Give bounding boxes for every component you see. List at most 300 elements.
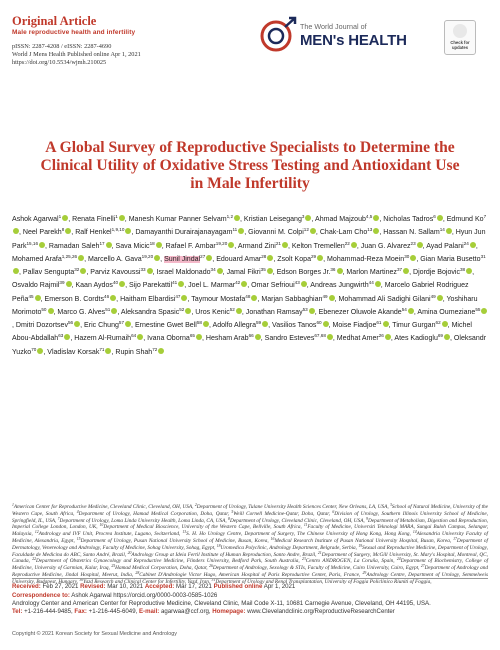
fax-label: Fax:	[74, 608, 87, 615]
orcid-icon[interactable]	[125, 228, 131, 234]
affiliation-item	[228, 518, 365, 524]
author-affiliation-number: 8	[61, 227, 65, 233]
author-name[interactable]: Manesh Kumar Panner Selvam	[128, 216, 227, 223]
author-name[interactable]: Vasilios Tanos	[272, 322, 317, 329]
author-affiliation-number: 12	[303, 227, 309, 233]
author-item	[244, 216, 312, 223]
author-name[interactable]: Kaan Aydos	[75, 282, 113, 290]
affiliation-number: 8	[228, 516, 230, 521]
author-name[interactable]: Hassan N. Sallam	[383, 229, 440, 237]
orcid-icon[interactable]	[255, 334, 261, 340]
affiliation-text: Department of Biochemistry, College of Medicine, University of Garmian, Kalar, Iraq,	[12, 558, 489, 572]
author-name[interactable]: Ralf Henkel	[75, 229, 112, 237]
orcid-icon[interactable]	[437, 295, 443, 301]
affiliation-text: Andrology and IVF Unit, Procrea Institute, Lugano, Switzerland,	[38, 531, 181, 538]
orcid-icon[interactable]	[337, 268, 343, 274]
author-name[interactable]: Kristian Leisegang	[243, 216, 302, 223]
affiliation-number: 9	[366, 516, 369, 521]
author-name[interactable]: Marjan Sabbaghian	[261, 295, 323, 303]
orcid-icon[interactable]	[66, 281, 72, 287]
correspondence-orcid-link[interactable]: https://orcid.org/0000-0003-0585-1026	[113, 592, 218, 599]
author-item	[360, 240, 423, 250]
affiliation-text: Department of Dermatology, Venereology and Andrology, Faculty of Medicine, Sohag University, Sohag, Egypt,	[12, 537, 488, 551]
orcid-icon[interactable]	[147, 268, 153, 274]
author-name[interactable]: Timur Gurgan	[392, 322, 436, 329]
affiliation-item	[12, 504, 193, 510]
orcid-icon[interactable]	[39, 242, 45, 248]
author-item	[88, 253, 160, 263]
author-affiliation-number: 51	[105, 306, 111, 312]
accepted-label: Accepted:	[144, 583, 175, 590]
affiliation-number: 11	[303, 523, 308, 528]
orcid-icon[interactable]	[178, 281, 184, 287]
author-affiliation-number: 19,20	[141, 253, 154, 259]
article-type: Original Article	[12, 14, 97, 28]
author-name[interactable]: Nicholas Tadros	[383, 216, 434, 223]
author-item	[392, 322, 447, 329]
revised-label: Revised:	[80, 583, 106, 590]
author-affiliation-number: 22	[344, 240, 350, 246]
homepage-link[interactable]: www.Clevelandclinic.org/ReproductiveResearchCenter	[247, 608, 395, 615]
author-item	[277, 269, 343, 276]
author-affiliation-number: 70	[31, 346, 37, 352]
author-item	[315, 216, 379, 223]
author-name[interactable]: Edson Borges Jr.	[276, 269, 331, 276]
author-name[interactable]: Jonathan Ramsay	[245, 308, 303, 316]
author-affiliation-number: 57	[118, 320, 125, 325]
author-name[interactable]: Taymour Mostafa	[191, 295, 246, 303]
orcid-icon[interactable]	[446, 228, 452, 234]
affiliation-text: Department of Urology, Tulane University Health Sciences Center, New Orleans, LA, USA,	[196, 504, 389, 510]
orcid-icon[interactable]	[309, 308, 315, 314]
orcid-icon[interactable]	[228, 242, 234, 248]
author-name[interactable]: Amina Oumeziane	[417, 308, 476, 316]
affiliation-number: 18	[216, 543, 221, 548]
author-item	[320, 229, 380, 236]
orcid-icon[interactable]	[78, 255, 84, 261]
orcid-icon[interactable]	[375, 281, 381, 287]
author-name[interactable]: Ernestine Gwet Bell	[134, 322, 197, 329]
author-name[interactable]: Andreas Jungwirth	[310, 282, 369, 290]
author-item	[90, 269, 152, 276]
author-item	[12, 216, 68, 223]
affiliation-number: 22	[32, 557, 37, 562]
orcid-icon[interactable]	[234, 215, 240, 221]
affiliation-item	[302, 558, 395, 564]
author-name[interactable]: Eric Chung	[84, 322, 119, 329]
orcid-icon[interactable]	[13, 228, 19, 234]
author-name[interactable]: Adolfo Allegra	[212, 322, 256, 329]
article-section: Male reproductive health and infertility	[12, 29, 136, 36]
author-affiliation-number: 21	[275, 240, 281, 246]
orcid-icon[interactable]	[74, 321, 80, 327]
author-item	[333, 322, 389, 329]
author-item	[337, 335, 391, 342]
orcid-icon[interactable]	[217, 268, 223, 274]
author-item	[115, 346, 164, 356]
orcid-icon[interactable]	[373, 215, 379, 221]
author-name[interactable]: Ivana Oborna	[147, 335, 190, 343]
orcid-icon[interactable]	[37, 348, 43, 354]
tel-value: +1-216-444-9485,	[24, 608, 73, 615]
affiliation-number: 19	[358, 543, 363, 548]
affiliation-number: 30	[79, 577, 84, 582]
author-affiliation-number: 55	[475, 306, 481, 312]
author-name[interactable]: Medhat Amer	[336, 335, 379, 343]
correspondence-contacts	[12, 608, 488, 616]
author-item	[213, 322, 269, 329]
author-name[interactable]: Emerson B. Cordts	[44, 295, 105, 303]
author-affiliation-number: 28	[261, 253, 267, 259]
orcid-icon[interactable]	[62, 215, 68, 221]
author-name[interactable]: Pallav Sengupta	[22, 269, 75, 276]
author-name[interactable]: Sijo Parekattil	[128, 282, 173, 290]
author-affiliation-number: 52	[179, 306, 185, 312]
author-item	[426, 240, 476, 250]
divider	[12, 578, 488, 579]
author-affiliation-number: 72	[152, 346, 158, 352]
author-name[interactable]: Ashok Agarwal	[12, 216, 59, 223]
author-affiliation-number: 53	[302, 306, 308, 312]
orcid-icon[interactable]	[13, 268, 19, 274]
affiliation-item	[32, 558, 300, 564]
author-name[interactable]: Sandro Esteves	[264, 335, 315, 343]
author-name[interactable]: Kelton Tremellen	[291, 242, 345, 250]
author-name[interactable]: Osvaldo Rajmil	[12, 282, 60, 290]
orcid-icon[interactable]	[80, 268, 86, 274]
orcid-icon[interactable]	[119, 281, 125, 287]
author-name[interactable]: Chak-Lam Cho	[319, 229, 368, 237]
orcid-icon[interactable]	[203, 321, 209, 327]
orcid-icon[interactable]	[305, 215, 311, 221]
orcid-icon[interactable]	[65, 228, 71, 234]
affiliation-text: Department of Urology, Loma Linda University Health, Loma Linda, CA, USA,	[59, 517, 227, 524]
orcid-icon[interactable]	[466, 268, 472, 274]
orcid-icon[interactable]	[351, 242, 357, 248]
orcid-icon[interactable]	[236, 308, 242, 314]
author-name[interactable]: Neel Parekh	[22, 229, 62, 237]
affiliation-number: 12	[34, 530, 39, 535]
affiliation-item	[195, 504, 389, 510]
affiliation-number: 23	[302, 557, 306, 562]
author-item	[417, 306, 487, 316]
affiliation-number: 28	[135, 570, 140, 575]
author-affiliation-number: 18	[149, 240, 155, 246]
article-dates	[12, 583, 295, 590]
affiliation-item	[100, 524, 302, 530]
affiliation-text: Yazd Research and Clinical Center for Infertility, Yazd, Iran,	[83, 578, 211, 585]
author-name[interactable]: Rupin Shah	[115, 348, 153, 356]
email-label: E-mail:	[138, 608, 160, 615]
orcid-icon[interactable]	[262, 321, 268, 327]
issn-line: pISSN: 2287-4208 / eISSN: 2287-4690	[12, 43, 112, 50]
affiliation-item	[182, 531, 410, 537]
accepted-date: Mar 17, 2021	[176, 583, 212, 590]
orcid-icon[interactable]	[323, 321, 329, 327]
author-name[interactable]: Mohammad-Reza Moein	[327, 255, 405, 263]
author-item	[156, 269, 222, 276]
affiliation-number: 2	[194, 503, 197, 507]
author-affiliation-number: 43	[294, 280, 300, 286]
journal-name-line2: MEN's HEALTH	[300, 32, 407, 49]
author-item	[191, 293, 257, 303]
orcid-icon[interactable]	[282, 242, 288, 248]
author-name[interactable]: Michel Abou-Abdallah	[12, 322, 472, 343]
author-item	[261, 293, 334, 303]
orcid-icon[interactable]	[105, 348, 111, 354]
affiliations	[12, 503, 489, 585]
author-name[interactable]: Zsolt Kopa	[277, 255, 311, 263]
author-name[interactable]: Ayad Palani	[426, 242, 464, 250]
author-name[interactable]: Moise Fiadjoe	[332, 322, 377, 329]
affiliation-text: Department of Urology, Pusan National University School of Medicine, Busan, Korea,	[80, 537, 269, 544]
author-affiliation-number: 64	[131, 333, 137, 339]
author-name[interactable]: Marcello A. Gava	[88, 255, 142, 263]
author-affiliation-number: 34	[210, 267, 216, 272]
author-name[interactable]: Haitham Elbardisi	[120, 295, 176, 303]
author-item	[227, 269, 273, 276]
affiliation-text: Department of Obstetrics Gynaecology and Reproductive Medicine, Flinders University, Bedford Park, South Australia,	[36, 558, 300, 565]
orcid-icon[interactable]	[106, 242, 112, 248]
affiliation-number: 6	[332, 509, 335, 514]
orcid-icon[interactable]	[185, 308, 191, 314]
author-item	[216, 253, 273, 263]
author-name[interactable]: Rafael F. Ambar	[165, 242, 216, 250]
author-affiliation-number: 38	[460, 267, 466, 272]
orcid-icon[interactable]	[241, 281, 247, 287]
author-item	[44, 293, 117, 303]
affiliation-text: Faculty of Medicine, Universiti Teknologi MARA, Sungai Buloh Campus, Selangor, Malaysia,	[12, 524, 489, 538]
affiliation-number: 13	[182, 530, 187, 535]
author-affiliation-number: 1,25,26	[61, 253, 78, 259]
affiliation-text: Cabinet D'Andrologie Victor Hugo, American Hospital of Paris Reproductive Center, Paris, France,	[139, 571, 361, 578]
author-name[interactable]: Mohamed Arafa	[12, 255, 62, 263]
orcid-icon[interactable]	[410, 255, 416, 261]
author-item	[23, 269, 86, 276]
author-item	[291, 240, 357, 250]
author-name[interactable]: Parviz Kavoussi	[90, 269, 141, 276]
copyright-notice: Copyright © 2021 Korean Society for Sexual Medicine and Andrology	[12, 631, 177, 637]
orcid-icon[interactable]	[327, 334, 333, 340]
orcid-icon[interactable]	[403, 268, 409, 274]
author-affiliation-number: 3	[301, 214, 305, 219]
author-affiliation-number: 17	[99, 240, 105, 246]
received-label: Received:	[12, 583, 41, 590]
author-name[interactable]: Giovanni M. Colpi	[248, 229, 304, 237]
author-name[interactable]: Oleksandr Yuzko	[12, 335, 487, 356]
author-item	[272, 322, 329, 329]
orcid-icon[interactable]	[481, 308, 487, 314]
affiliation-text: S. H. Ho Urology Centre, Department of Surgery, The Chinese University of Hong Kong, Hong Kong,	[186, 531, 411, 538]
author-affiliation-number: 63	[58, 333, 64, 339]
author-name[interactable]: Yoshiharu Morimoto	[12, 295, 478, 316]
orcid-icon[interactable]	[154, 255, 160, 261]
affiliation-text: Sexual and Reproductive Medicine, Department of Urology, Faculdade de Medicina do ABC, Santo André, Brazil,	[12, 544, 489, 558]
author-affiliation-number: 27	[200, 253, 206, 259]
orcid-icon[interactable]	[111, 308, 117, 314]
orcid-icon[interactable]	[329, 295, 335, 301]
orcid-icon[interactable]	[35, 295, 41, 301]
author-item	[129, 282, 184, 289]
orcid-icon[interactable]	[470, 242, 476, 248]
affiliation-text: Weill Cornell Medicine-Qatar, Doha, Qatar,	[233, 510, 330, 517]
author-affiliation-number: 60	[316, 320, 322, 325]
author-name[interactable]: Uros Kenic	[195, 308, 230, 316]
author-item	[394, 335, 450, 342]
author-affiliation-number: 26	[378, 333, 384, 339]
author-name[interactable]: Marlon Martinez	[346, 269, 397, 276]
orcid-icon[interactable]	[310, 228, 316, 234]
author-affiliation-number: 45	[28, 293, 34, 299]
author-name[interactable]: Marcelo Gabriel Rodriguez Peña	[12, 282, 469, 303]
author-item	[120, 293, 187, 303]
orcid-icon[interactable]	[301, 281, 307, 287]
author-name[interactable]: Sava Micic	[115, 242, 150, 250]
author-item	[206, 335, 261, 342]
affiliation-number: 16	[270, 536, 275, 541]
affiliation-text: Department of Urology, Hamad Medical Corporation, Doha, Qatar,	[78, 510, 229, 517]
affiliation-text: Andrology Group at Ideia Fertil Institute of Human Reproduction, Santo Andre, Brazil,	[131, 551, 317, 558]
affiliation-number: 31	[211, 577, 216, 582]
affiliation-number: 1	[12, 503, 14, 507]
orcid-icon[interactable]	[48, 308, 54, 314]
affiliation-text: American Center for Reproductive Medicine, Cleveland Clinic, Cleveland, OH, USA,	[13, 504, 194, 510]
orcid-icon[interactable]	[385, 334, 391, 340]
check-updates-icon	[453, 24, 467, 38]
affiliation-text: Department of Urology, Cleveland Clinic, Cleveland, OH, USA,	[229, 517, 365, 524]
orcid-icon[interactable]	[417, 242, 423, 248]
orcid-icon[interactable]	[137, 334, 143, 340]
orcid-icon[interactable]	[206, 255, 212, 261]
author-name[interactable]: Mohammad Ali Sadighi Gilani	[338, 295, 431, 303]
orcid-icon[interactable]	[373, 228, 379, 234]
affiliation-number: 4	[76, 509, 79, 514]
author-name[interactable]: Jamal Fikri	[226, 269, 261, 276]
orcid-icon[interactable]	[317, 255, 323, 261]
orcid-icon[interactable]	[156, 242, 162, 248]
author-item	[129, 216, 240, 223]
author-affiliation-number: 14	[439, 227, 445, 233]
orcid-icon[interactable]	[437, 215, 443, 221]
author-item	[383, 229, 452, 236]
author-item	[48, 240, 112, 250]
author-name[interactable]: Hazem Al-Rumaih	[74, 335, 132, 343]
author-list: Ashok Agarwal$^1$ , Renata Finelli$^1$ , Manesh Kumar Panner Selvam$^{1,2}$ , Kristian Leisegang$^3$ , Ahmad Majzoub$^{4,5}$ , Nicholas Tadros$^6$ , Edmund Ko$^7$, Neel Parekh$^8$ , Ralf Henkel$^{1,9,10}$ , Damayanthi Durairajanayagam$^{11}$ , Giovanni M. Colpi$^{12}$ , Chak-Lam Cho$^{13}$ , Hassan N. Sallam$^{14}$ , Hyun Jun Park$^{15,16}$ , Ramadan Saleh$^{17}$ , Sava Micic$^{18}$ , Rafael F. Ambar$^{19,20}$ , Armand Zini$^{21}$ , Kelton Tremellen$^{22}$ , Juan G. Alvarez$^{23}$ , Ayad Palani$^{24}$ , Mohamed Arafa$^{1,25,26}$ , Marcello A. Gava$^{19,20}$ , Sunil Jindal$^{27}$ , Edouard Amar$^{28}$ , Zsolt Kopa$^{29}$ , Mohammad-Reza Moein$^{30}$ , Gian Maria Busetto$^{31}$, Pallav Sengupta$^{32}$ , Parviz Kavoussi$^{33}$ , Israel Maldonado$^{34}$ , Jamal Fikri$^{35}$ , Edson Borges Jr.$^{36}$ , Marlon Martinez$^{37}$ , Djordje Bojovic$^{38}$ , Osvaldo Rajmil$^{39}$ , Kaan Aydos$^{40}$ , Sijo Parekattil$^{41}$ , Joel L. Marmar$^{42}$ , Omar Sefrioui$^{43}$ , Andreas Jungwirth$^{44}$ , Marcelo Gabriel Rodriguez Peña$^{45}$ , Emerson B. Cordts$^{46}$ , Haitham Elbardisi$^{47}$ , Taymour Mostafa$^{48}$ , Marjan Sabbaghian$^{49}$ , Mohammad Ali Sadighi Gilani$^{49}$ , Yoshiharu Morimoto$^{50}$ , Marco G. Alves$^{51}$ , Aleksandra Spasic$^{52}$ , Uros Kenic$^{52}$ , Jonathan Ramsay$^{53}$ , Ebenezer Oluwole Akande$^{54}$ , Amina Oumeziane$^{55}$, Dmitri Dozortsev$^{56}$ , Eric Chung$^{57}$ , Ernestine Gwet Bell$^{58}$ , Adolfo Allegra$^{59}$ , Vasilios Tanos$^{60}$ , Moise Fiadjoe$^{61}$ , Timur Gurgan$^{62}$ , Michel Abou-Abdallah$^{63}$ , Hazem Al-Rumaih$^{64}$ , Ivana Oborna$^{65}$ , Hesham Arab$^{66}$ , Sandro Esteves$^{67,68}$ , Medhat Amer$^{26}$ , Ates Kadioglu$^{69}$ , Oleksandr Yuzko$^{70}$ , Vladislav Korsak$^{71}$ , Rupin Shah$^{72}$	[12, 214, 487, 356]
author-name[interactable]: Djordje Bojovic	[413, 269, 460, 276]
affiliation-item	[128, 552, 317, 558]
orcid-icon[interactable]	[110, 295, 116, 301]
doi-link[interactable]: https://doi.org/10.5534/wjmh.210025	[12, 59, 107, 66]
orcid-icon[interactable]	[251, 295, 257, 301]
author-affiliation-number: 46	[104, 293, 110, 299]
affiliation-text: Medical Research Institute of Pusan National University Hospital, Busan, Korea,	[274, 537, 452, 544]
email-link[interactable]: agarwaa@ccf.org,	[161, 608, 211, 615]
author-name[interactable]: Ahmad Majzoub	[315, 216, 366, 223]
author-name[interactable]: Joel L. Marmar	[188, 282, 236, 290]
author-name[interactable]: Aleksandra Spasic	[120, 308, 180, 316]
orcid-icon[interactable]	[238, 228, 244, 234]
author-item	[237, 240, 288, 250]
orcid-icon[interactable]	[267, 255, 273, 261]
author-name[interactable]: Ates Kadioglu	[394, 335, 438, 343]
author-name[interactable]: Gian Maria Busetto	[420, 255, 481, 263]
author-name[interactable]: Dmitri Dozortsev	[15, 322, 68, 329]
journal-logo[interactable]	[258, 16, 476, 66]
author-name[interactable]: Edmund Ko	[446, 216, 484, 223]
affiliation-text: Department of Surgery, McGill University, St. Mary's Hospital, Montreal, QC, Canada,	[12, 551, 488, 565]
correspondence-label: Correspondence to:	[12, 592, 70, 599]
orcid-icon[interactable]	[196, 334, 202, 340]
author-item	[57, 306, 117, 316]
author-item	[84, 322, 131, 329]
affiliation-item	[77, 538, 269, 544]
author-affiliation-number: 35	[260, 267, 266, 272]
author-affiliation-number: 37	[396, 267, 403, 272]
check-for-updates-badge[interactable]	[444, 20, 476, 55]
author-affiliation-number: 66	[248, 333, 254, 339]
author-name[interactable]: Edouard Amar	[216, 255, 262, 263]
orcid-icon[interactable]	[442, 321, 448, 327]
orcid-icon[interactable]	[181, 295, 187, 301]
orcid-icon[interactable]	[383, 321, 389, 327]
orcid-icon[interactable]	[119, 215, 125, 221]
author-affiliation-number: 32	[74, 267, 80, 272]
orcid-icon[interactable]	[125, 321, 131, 327]
orcid-icon[interactable]	[267, 268, 273, 274]
author-name[interactable]: Renata Finelli	[72, 216, 116, 223]
author-name[interactable]: Marco G. Alves	[57, 308, 106, 316]
homepage-label: Homepage:	[212, 608, 246, 615]
author-affiliation-number: 15,16	[26, 240, 38, 246]
author-item	[248, 229, 316, 236]
author-name[interactable]: Damayanthi Durairajanayagam	[135, 229, 233, 237]
published-date: Apr 1, 2021	[263, 583, 296, 590]
author-name[interactable]: Vladislav Korsak	[47, 348, 100, 356]
author-name[interactable]: Hesham Arab	[205, 335, 249, 343]
author-item	[12, 282, 72, 289]
author-affiliation-number: 6	[433, 214, 436, 219]
author-name[interactable]: Omar Sefrioui	[251, 282, 295, 290]
author-affiliation-number: 33	[140, 267, 146, 272]
author-item	[135, 322, 209, 329]
orcid-icon[interactable]	[64, 334, 70, 340]
published-label: Published online	[213, 583, 263, 590]
article-meta	[12, 43, 272, 67]
author-name[interactable]: Ramadan Saleh	[48, 242, 100, 250]
author-name[interactable]: Juan G. Alvarez	[360, 242, 411, 250]
author-name[interactable]: Armand Zini	[237, 242, 276, 250]
affiliation-item	[111, 565, 207, 571]
orcid-icon[interactable]	[444, 334, 450, 340]
affiliation-item	[58, 518, 227, 524]
author-name[interactable]: Hyun Jun Park	[12, 229, 486, 250]
author-name[interactable]: Ebenezer Oluwole Akande	[318, 308, 402, 316]
author-name[interactable]: Israel Maldonado	[156, 269, 211, 276]
author-name[interactable]: Sunil Jindal	[164, 255, 201, 263]
affiliation-item	[217, 545, 357, 551]
orcid-icon[interactable]	[408, 308, 414, 314]
author-affiliation-number: 58	[196, 320, 202, 325]
fax-value: +1-216-445-6049,	[88, 608, 138, 615]
author-affiliation-number: 30	[404, 253, 410, 259]
affiliation-item	[35, 531, 180, 537]
orcid-icon[interactable]	[158, 348, 164, 354]
author-affiliation-number: 23	[410, 240, 416, 246]
correspondence-name: Ashok Agarwal	[71, 592, 112, 599]
author-item	[16, 322, 80, 329]
affiliation-text: Andrology Centre, Department of Urology, Semmelweis University, Budapest, Hungary,	[12, 571, 488, 585]
received-date: Feb 27, 2021	[42, 583, 79, 590]
